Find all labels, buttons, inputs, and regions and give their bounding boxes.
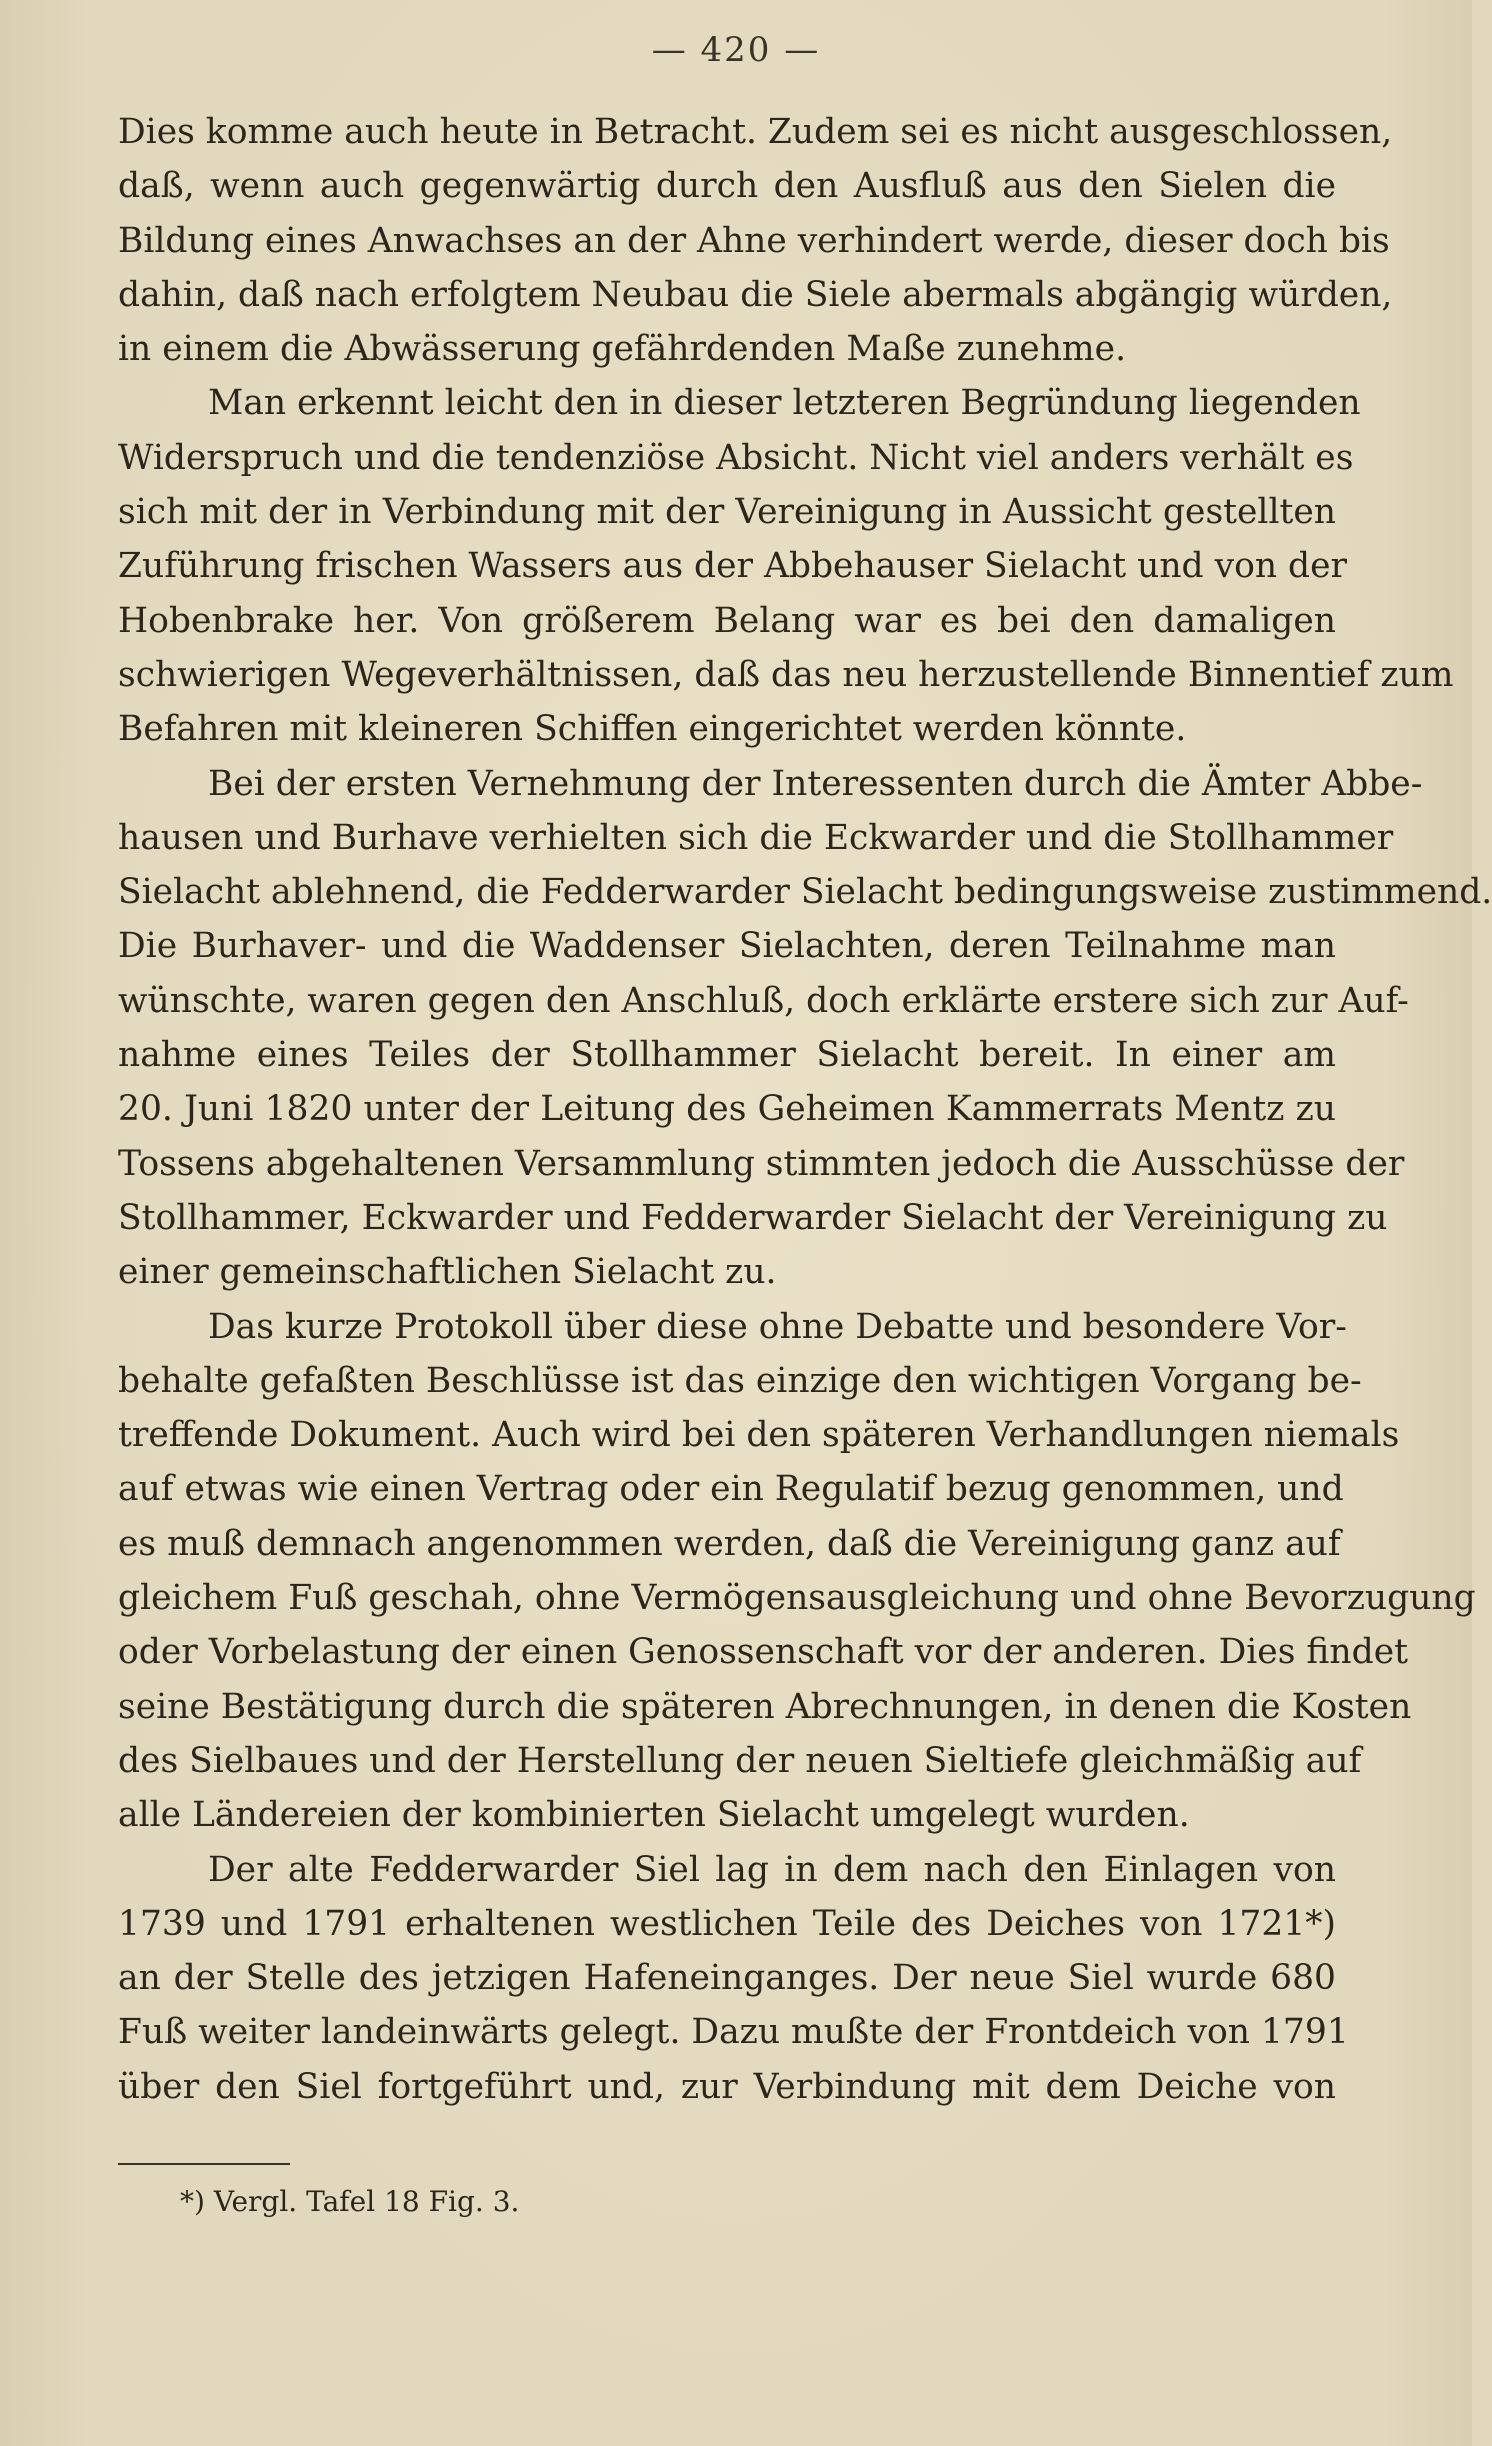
paragraph-1	[118, 105, 1393, 376]
text-line: hausen und Burhave verhielten sich die Eckwarder und die Stollhammer	[118, 817, 1394, 858]
text-line: Hobenbrake her. Von größerem Belang war es bei den damaligen	[118, 600, 1336, 641]
paragraph-3	[118, 757, 1492, 1300]
text-line: Sielacht ablehnend, die Fedderwarder Sielacht bedingungsweise zustimmend.	[118, 872, 1492, 913]
text-line: 20. Juni 1820 unter der Leitung des Geheimen Kammerrats Mentz zu	[118, 1089, 1336, 1130]
text-line: Bei der ersten Vernehmung der Interessenten durch die Ämter Abbe-	[208, 763, 1423, 804]
text-line: alle Ländereien der kombinierten Sielacht umgelegt wurden.	[118, 1795, 1190, 1836]
page-number: — 420 —	[651, 30, 821, 70]
text-line: Das kurze Protokoll über diese ohne Debatte und besondere Vor-	[208, 1306, 1347, 1347]
text-line: sich mit der in Verbindung mit der Vereinigung in Aussicht gestellten	[118, 492, 1336, 533]
text-line: Dies komme auch heute in Betracht. Zudem sei es nicht ausgeschlossen,	[118, 112, 1393, 152]
text-line: des Sielbaues und der Herstellung der neuen Sieltiefe gleichmäßig auf	[118, 1740, 1362, 1781]
text-line: Fuß weiter landeinwärts gelegt. Dazu mußte der Frontdeich von 1791	[118, 2012, 1349, 2053]
text-line: gleichem Fuß geschah, ohne Vermögensausgleichung und ohne Bevorzugung	[118, 1578, 1476, 1619]
text-line: schwierigen Wegeverhältnissen, daß das neu herzustellende Binnentief zum	[118, 654, 1454, 695]
text-line: Stollhammer, Eckwarder und Fedderwarder Sielacht der Vereinigung zu	[118, 1197, 1388, 1238]
text-line: in einem die Abwässerung gefährdenden Maße zunehme.	[118, 329, 1127, 370]
text-line: Zuführung frischen Wassers aus der Abbehauser Sielacht und von der	[118, 546, 1348, 587]
footnote-divider	[118, 2163, 290, 2165]
paragraph-2	[118, 376, 1454, 756]
text-line: Widerspruch und die tendenziöse Absicht. Nicht viel anders verhält es	[118, 437, 1354, 478]
text-line: Befahren mit kleineren Schiffen eingerichtet werden könnte.	[118, 709, 1187, 750]
text-line: daß, wenn auch gegenwärtig durch den Ausfluß aus den Sielen die	[118, 166, 1336, 207]
paragraph-4	[118, 1300, 1476, 1843]
text-line: wünschte, waren gegen den Anschluß, doch erklärte erstere sich zur Auf-	[118, 980, 1409, 1021]
footnote: *) Vergl. Tafel 18 Fig. 3.	[180, 2185, 520, 2218]
text-line: dahin, daß nach erfolgtem Neubau die Siele abermals abgängig würden,	[118, 274, 1393, 315]
text-line: an der Stelle des jetzigen Hafeneinganges. Der neue Siel wurde 680	[118, 1958, 1336, 1999]
text-line: einer gemeinschaftlichen Sielacht zu.	[118, 1252, 777, 1293]
text-line: Man erkennt leicht den in dieser letzteren Begründung liegenden	[208, 383, 1361, 424]
text-line: Der alte Fedderwarder Siel lag in dem nach den Einlagen von	[208, 1849, 1336, 1890]
text-line: Die Burhaver- und die Waddenser Sielachten, deren Teilnahme man	[118, 926, 1336, 967]
paragraph-5	[118, 1843, 1349, 2114]
text-line: es muß demnach angenommen werden, daß die Vereinigung ganz auf	[118, 1523, 1341, 1564]
text-line: Bildung eines Anwachses an der Ahne verhindert werde, dieser doch bis	[118, 220, 1390, 261]
text-line: Tossens abgehaltenen Versammlung stimmten jedoch die Ausschüsse der	[118, 1143, 1405, 1184]
text-line: oder Vorbelastung der einen Genossenschaft vor der anderen. Dies findet	[118, 1632, 1408, 1673]
text-line: nahme eines Teiles der Stollhammer Sielacht bereit. In einer am	[118, 1035, 1336, 1076]
text-line: auf etwas wie einen Vertrag oder ein Regulatif bezug genommen, und	[118, 1469, 1344, 1510]
text-line: behalte gefaßten Beschlüsse ist das einzige den wichtigen Vorgang be-	[118, 1360, 1362, 1401]
text-line: über den Siel fortgeführt und, zur Verbindung mit dem Deiche von	[118, 2066, 1336, 2107]
text-line: 1739 und 1791 erhaltenen westlichen Teile des Deiches von 1721*)	[118, 1903, 1336, 1944]
body-text	[118, 105, 1492, 2114]
text-line: seine Bestätigung durch die späteren Abrechnungen, in denen die Kosten	[118, 1686, 1412, 1727]
text-line: treffende Dokument. Auch wird bei den späteren Verhandlungen niemals	[118, 1415, 1400, 1456]
